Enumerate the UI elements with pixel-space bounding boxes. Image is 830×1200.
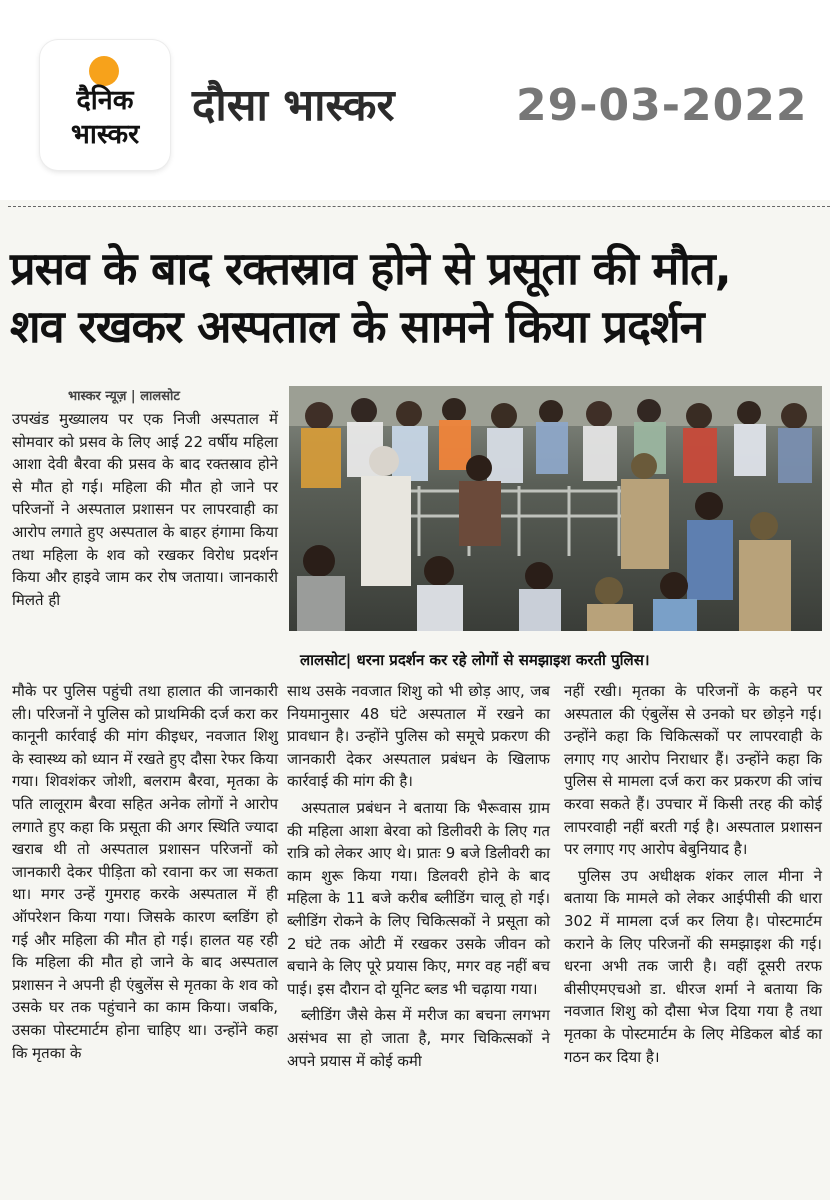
sun-icon [89,56,119,86]
edition-date: 29-03-2022 [516,80,808,131]
headline [10,240,830,356]
crowd-photo-illustration [289,386,822,631]
column1-top-text [12,408,278,615]
paragraph: पुलिस उप अधीक्षक शंकर लाल मीना ने बताया कि मामले को लेकर आईपीसी की धारा 302 में मामला दर्ज कर लिया है। पोस्टमार्टम कराने के लिए परिजनों की समझाइश की गई। धरना अभी तक जारी है। वहीं दूसरी तरफ बीसीएमएचओ डा. धीरज शर्मा ने बताया कि नवजात शिशु को दौसा भेज दिया गया है तथा मृतका के पोस्टमार्टम के लिए मेडिकल बोर्ड का गठन कर दिया है। [564,866,822,1066]
logo-line1: दैनिक [76,85,134,116]
byline: भास्कर न्यूज़ | लालसोट [68,389,180,404]
headline-line1: प्रसव के बाद रक्तस्राव होने से प्रसूता की मौत, [10,242,731,295]
paragraph: नहीं रखी। मृतका के परिजनों के कहने पर अस्पताल की एंबुलेंस से उनको घर छोड़ने गई। उन्होंने कहा कि चिकित्सकों पर लापरवाही के लगाए गए आरोप निराधार हैं। उन्होंने कहा कि पुलिस से मामला दर्ज करा कर प्रकरण की जांच करवा सकते हैं। उपचार में किसी तरह की कोई लापरवाही नहीं बरती गई है। अस्पताल प्रशासन पर लगाए गए आरोप बेबुनियाद है। [564,682,822,859]
column2-text [287,680,550,1076]
news-photo [289,386,822,631]
masthead [0,0,830,200]
paragraph: उपखंड मुख्यालय पर एक निजी अस्पताल में सोमवार को प्रसव के लिए आई 22 वर्षीय महिला आशा देवी बैरवा की प्रसव के बाद रक्तस्राव होने से मौत हो गई। महिला की मौत हो जाने पर परिजनों ने अस्पताल प्रशासन पर लापरवाही का आरोप लगाते हुए अस्पताल के बाहर हंगामा किया तथा महिला के शव को रखकर विरोध प्रदर्शन किया और हाइवे जाम कर रोष जताया। जानकारी मिलते ही [12,410,278,609]
paragraph: मौके पर पुलिस पहुंची तथा हालात की जानकारी ली। परिजनों ने पुलिस को प्राथमिकी दर्ज करा कर कानूनी कार्रवाई की मांग कीइधर, नवजात शिशु के स्वास्थ्य को ध्यान में रखते हुए दौसा रेफर किया गया। शिवशंकर जोशी, बलराम बैरवा, मृतका के पति लालूराम बैरवा सहित अनेक लोगों ने आरोप लगाते हुए कहा कि प्रसूता की अगर स्थिति ज्यादा खराब थी तो अस्पताल प्रशासन परिजनों को जानकारी देकर पीड़िता को रवाना कर जा सकता था। मगर उन्हें गुमराह करके अस्पताल में ही ऑपरेशन किया गया। जिसके कारण ब्लडिंग हो गई और महिला की मौत हो गई। हालत यह रही कि महिला की मौत हो जाने के बाद अस्पताल प्रशासन ने अपनी ही एंबुलेंस से मृतका के शव को उसके घर तक पहुंचाने का काम किया। जबकि, उसका पोस्टमार्टम होना चाहिए था। उन्होंने कहा कि मृतका के [12,682,278,1062]
edition-title: दौसा भास्कर [192,80,395,131]
paragraph: ब्लीडिंग जैसे केस में मरीज का बचना लगभग असंभव सा हो जाता है, मगर चिकित्सकों ने अपने प्रयास में कोई कमी [287,1006,550,1070]
headline-line2: शव रखकर अस्पताल के सामने किया प्रदर्शन [10,300,704,353]
paragraph: साथ उसके नवजात शिशु को भी छोड़ आए, जब नियमानुसार 48 घंटे अस्पताल में रखने का प्रावधान है। उन्होंने पुलिस को समूचे प्रकरण की जानकारी देकर अस्पताल प्रबंधन के खिलाफ कार्रवाई की मांग की है। [287,682,550,791]
column3-text [564,680,822,1072]
dainik-bhaskar-logo [40,40,170,170]
paragraph: अस्पताल प्रबंधन ने बताया कि भैरूवास ग्राम की महिला आशा बेरवा को डिलीवरी के लिए गत रात्रि को लेकर आए थे। प्रातः 9 बजे डिलीवरी का काम शुरू किया गया। डिलवरी होने के बाद महिला के 11 बजे करीब ब्लीडिंग चालू हो गई। ब्लीडिंग रोकने के लिए चिकित्सकों ने प्रसूता को 2 घंटे तक ओटी में रखकर उसके जीवन को बचाने के लिए पूरे प्रयास किए, मगर वह नहीं बच पाई। इस दौरान दो यूनिट ब्लड भी चढ़ाया गया। [287,798,550,998]
photo-caption: लालसोट| धरना प्रदर्शन कर रहे लोगों से समझाइश करती पुलिस। [300,651,650,669]
column1-text [12,680,278,1068]
logo-line2: भास्कर [70,119,140,150]
dashed-divider [8,206,830,207]
